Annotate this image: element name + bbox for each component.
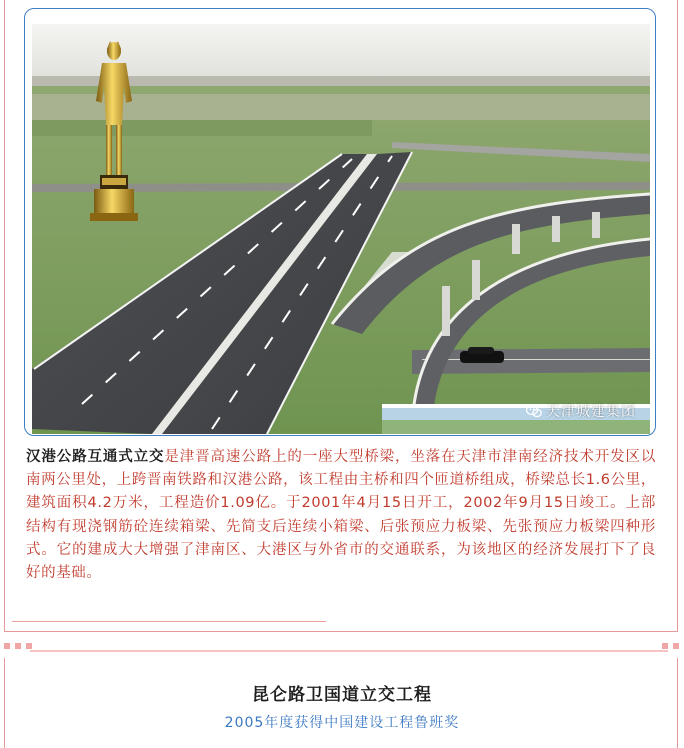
- interchange-photo[interactable]: [32, 24, 650, 434]
- photo-frame: [24, 8, 656, 436]
- wechat-watermark: [526, 401, 636, 421]
- dot-decoration: [4, 643, 10, 649]
- dot-decoration: [662, 643, 668, 649]
- trophy-statue-icon: [86, 41, 142, 225]
- next-section-subtitle: 2005年度获得中国建设工程鲁班奖: [224, 715, 460, 731]
- dot-decoration: [673, 643, 679, 649]
- project-description: [26, 446, 656, 585]
- section-divider: [12, 621, 326, 622]
- project-name: 汉港公路互通式立交: [26, 449, 165, 465]
- next-section-title: 昆仑路卫国道立交工程: [252, 685, 432, 705]
- watermark-text: 天津城建集团: [546, 404, 636, 420]
- dot-decoration: [26, 643, 32, 649]
- project-description-body: 是津晋高速公路上的一座大型桥梁，坐落在天津市津南经济技术开发区以南两公里处，上跨晋南铁路和汉港公路，该工程由主桥和四个匝道桥组成，桥梁总长1.6公里，建筑面积4.2万米，工程造价1.09亿。于2001年4月15日开工，2002年9月15日竣工。上部结构有现浇钢筋砼连续箱梁、先简支后连续小箱梁、后张预应力板梁、先张预应力板梁四种形式。它的建成大大增强了津南区、大港区与外省市的交通联系，为该地区的经济发展打下了良好的基础。: [26, 449, 656, 582]
- decorative-line: [30, 650, 668, 652]
- wechat-icon: [526, 404, 542, 418]
- dot-decoration: [15, 643, 21, 649]
